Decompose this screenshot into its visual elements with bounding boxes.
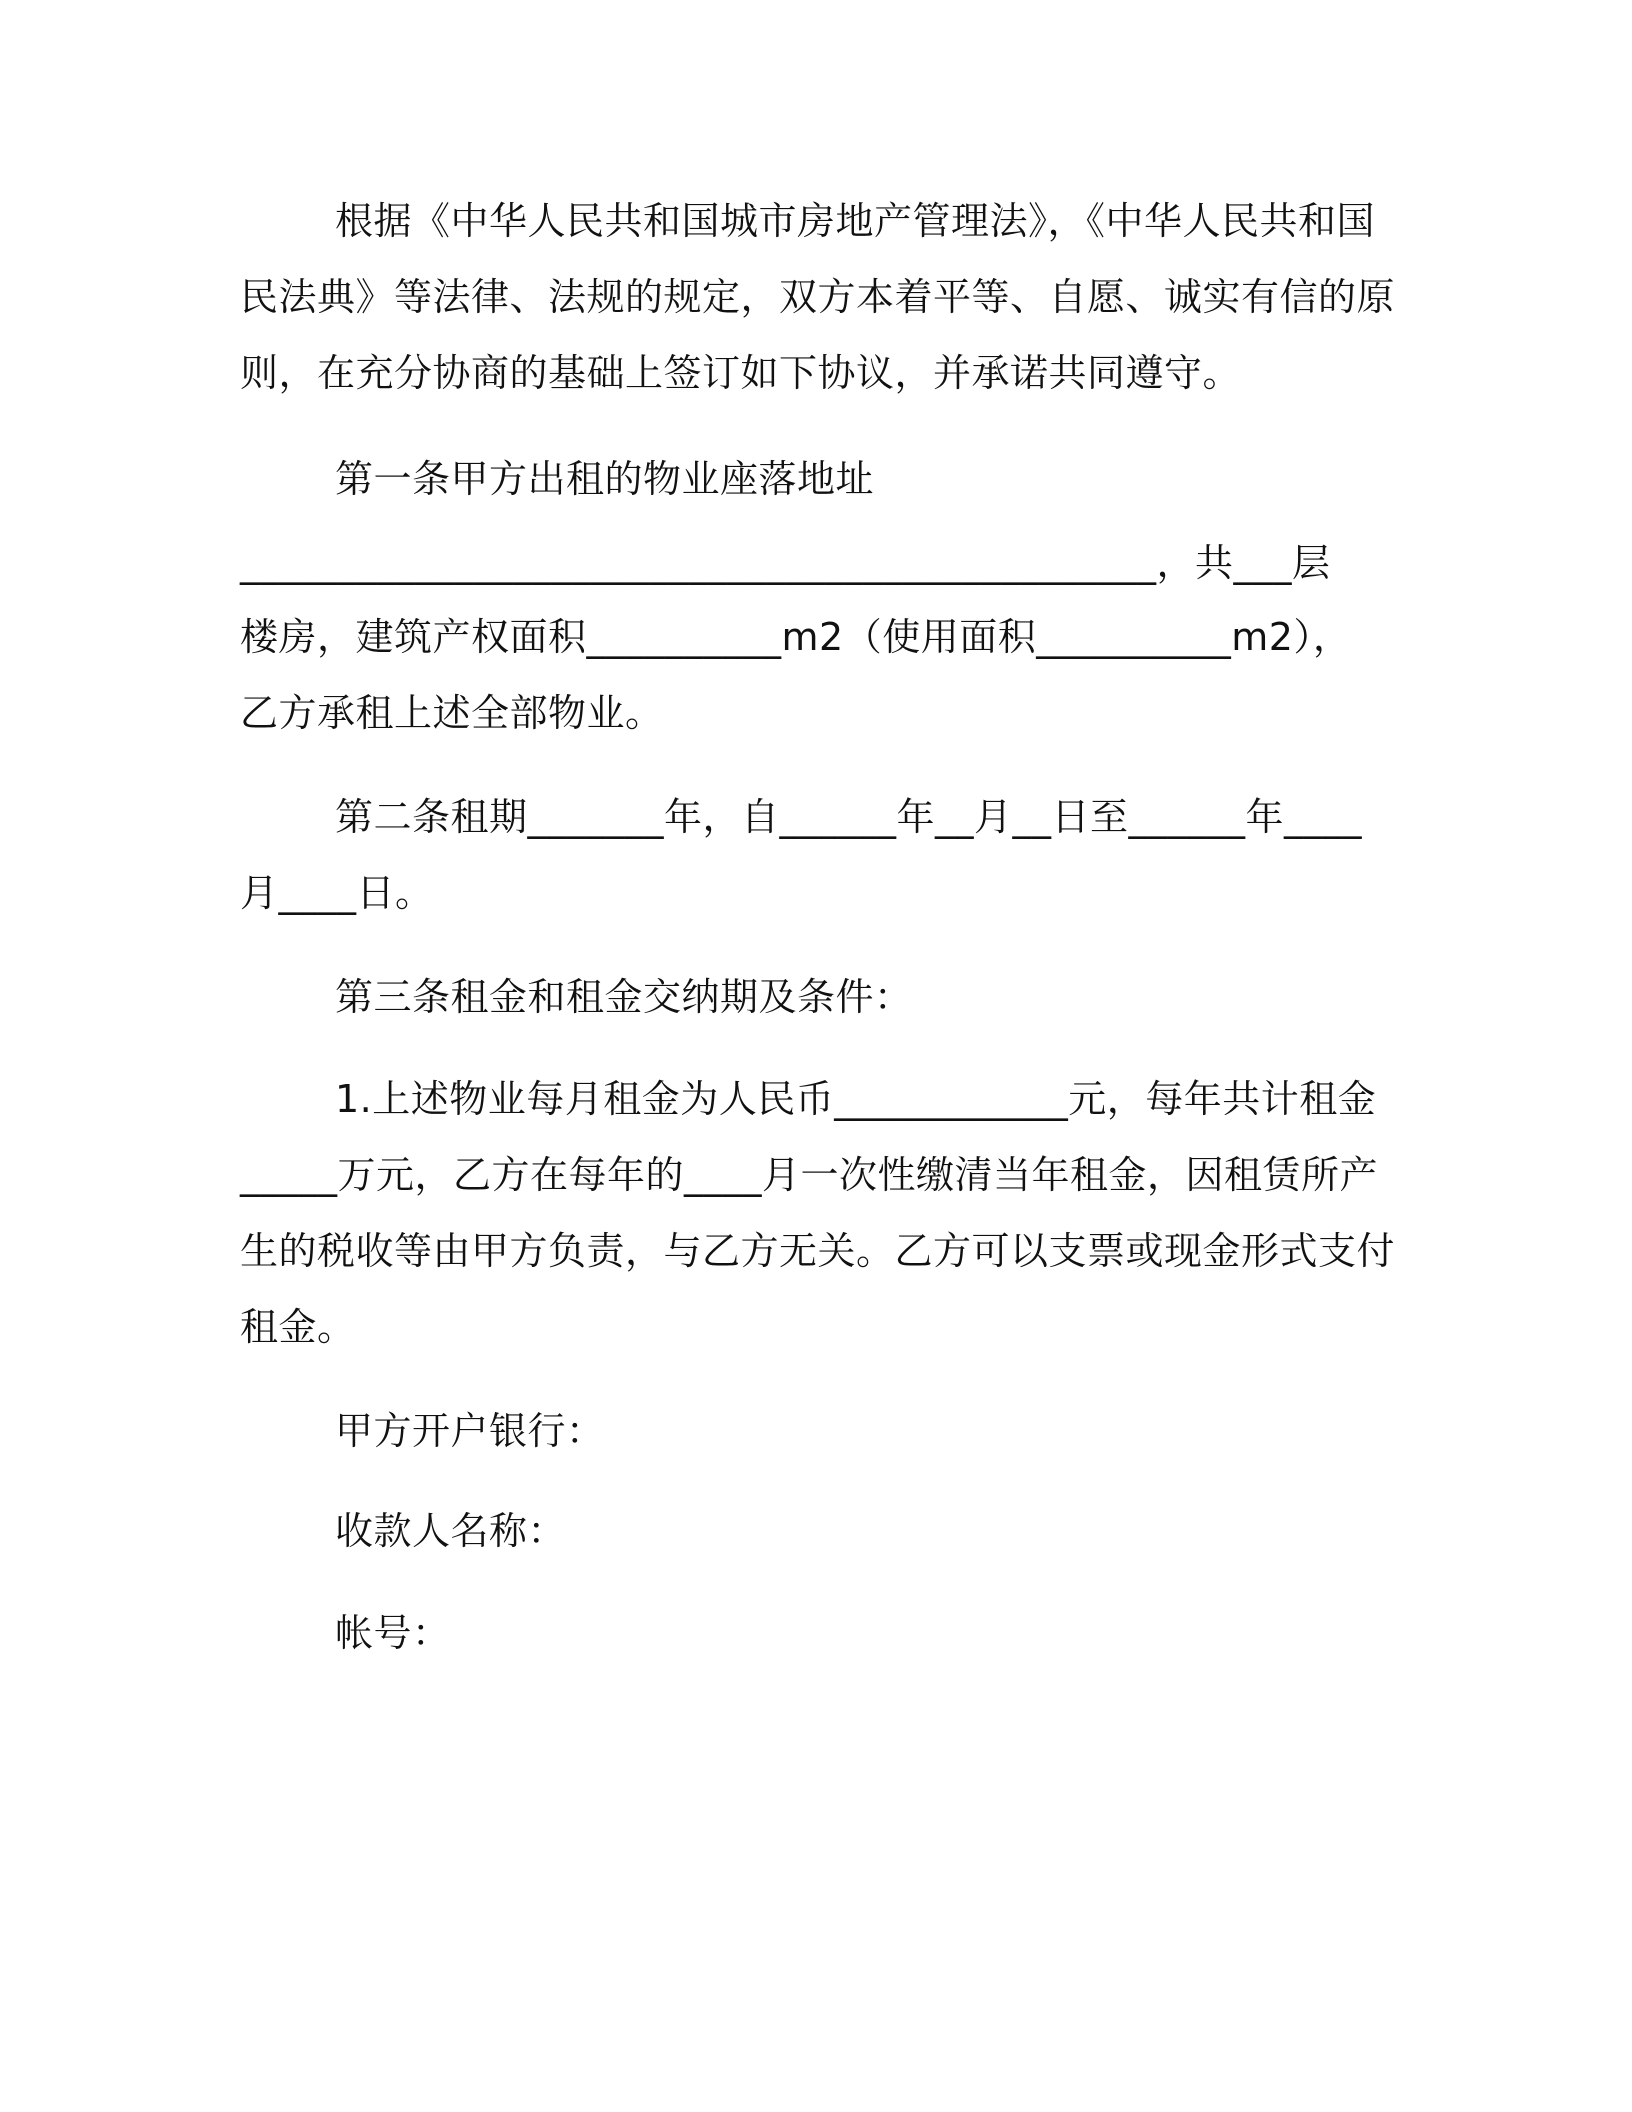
article-1-heading: 第一条甲方出租的物业座落地址 xyxy=(335,457,875,501)
article-3-para-1-line-1: 1.上述物业每月租金为人民币____________元，每年共计租金 xyxy=(335,1077,1377,1121)
article-3-para-1-line-3: 生的税收等由甲方负责，与乙方无关。乙方可以支票或现金形式支付 xyxy=(240,1229,1396,1273)
intro-line-1: 根据《中华人民共和国城市房地产管理法》，《中华人民共和国 xyxy=(335,199,1376,243)
payee-label: 收款人名称： xyxy=(335,1509,567,1553)
intro-line-3: 则，在充分协商的基础上签订如下协议，并承诺共同遵守。 xyxy=(240,351,1242,395)
article-3-para-1-line-2: _____万元，乙方在每年的____月一次性缴清当年租金，因租赁所产 xyxy=(240,1153,1379,1197)
account-label: 帐号： xyxy=(335,1611,451,1655)
article-3-heading: 第三条租金和租金交纳期及条件： xyxy=(335,975,913,1019)
intro-line-2: 民法典》等法律、法规的规定，双方本着平等、自愿、诚实有信的原 xyxy=(240,275,1396,319)
bank-label: 甲方开户银行： xyxy=(335,1409,605,1453)
article-3-para-1-line-4: 租金。 xyxy=(240,1305,356,1349)
article-2-line-2: 月____日。 xyxy=(240,871,434,915)
article-1-line-1: _______________________________________________，共___层 xyxy=(240,541,1331,585)
article-2-line-1: 第二条租期_______年，自______年__月__日至______年____ xyxy=(335,795,1363,839)
article-1-line-3: 乙方承租上述全部物业。 xyxy=(240,691,664,735)
article-1-line-2: 楼房，建筑产权面积__________m2（使用面积__________m2）， xyxy=(240,615,1352,659)
